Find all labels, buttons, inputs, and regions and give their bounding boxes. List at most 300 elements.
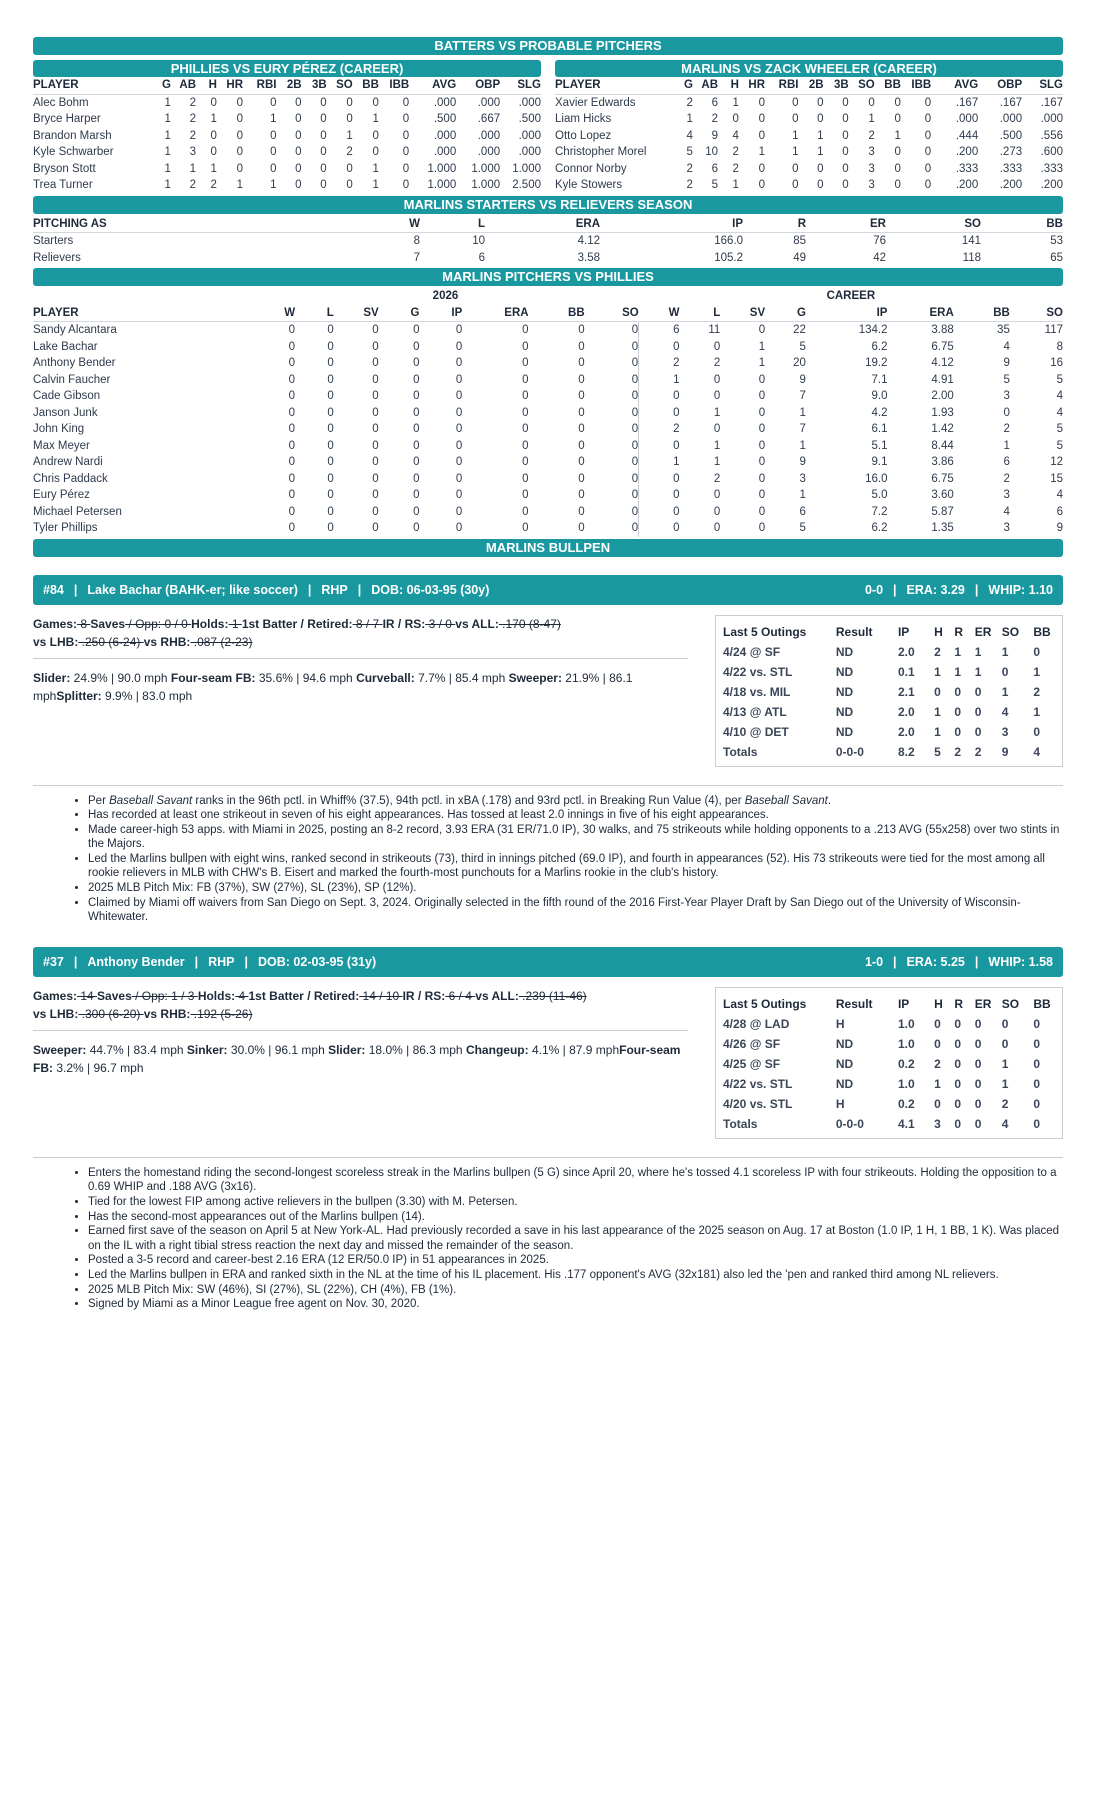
outing-stat: H — [835, 1096, 845, 1111]
marlins-batter-stat-cell: .600 — [1040, 146, 1063, 158]
saves-label: Saves — [97, 988, 132, 1003]
pvp-stat-cell: 0 — [639, 339, 680, 356]
pvp-stat-cell: 1 — [639, 454, 680, 471]
pvp-row — [33, 421, 1063, 438]
outings-box — [715, 615, 1063, 767]
marlins-batter-stat-cell: 10 — [705, 146, 719, 158]
player-bar-right — [865, 947, 1053, 977]
phillies-batter-player-name: Brandon Marsh — [33, 129, 112, 142]
marlins-batter-col-header: PLAYER — [555, 77, 670, 94]
pvp-stat-cell: 0 — [522, 522, 529, 534]
phillies-batter-stat-cell: 1 — [270, 179, 277, 191]
outing-stat: 2 — [1033, 684, 1041, 699]
phillies-batter-col-header: H — [196, 77, 217, 94]
outing-row — [723, 722, 1056, 742]
outing-date: 4/13 @ ATL — [723, 704, 787, 719]
phillies-batter-col-header: AB — [171, 77, 196, 94]
opp-label: / Opp: — [125, 616, 162, 631]
pvp-stat-cell: 0 — [455, 423, 463, 435]
section-batters-vs-pitchers: BATTERS VS PROBABLE PITCHERS — [33, 37, 1063, 55]
pvp-stat-cell: 0 — [631, 456, 639, 468]
notes-divider — [33, 1157, 1063, 1158]
marlins-batter-stat-cell: 0 — [842, 113, 849, 125]
player-bar — [33, 575, 1063, 605]
marlins-batter-stat-cell: .200 — [955, 146, 979, 158]
pvp-player-name: Sandy Alcantara — [33, 324, 117, 336]
phillies-batter-stat-cell: 0 — [236, 162, 244, 175]
marlins-batter-row — [555, 128, 1063, 145]
marlins-batter-stat-cell: 0 — [924, 129, 932, 142]
outings-col-header: IP — [897, 624, 910, 639]
pvp-stat-cell: 0 — [455, 439, 463, 452]
pvp-stat-cell: 0 — [413, 505, 420, 518]
marlins-batter-stat-cell: 2 — [686, 162, 693, 175]
section-bullpen: MARLINS BULLPEN — [33, 539, 1063, 557]
outing-date: 4/24 @ SF — [723, 644, 781, 659]
starters-stat: 3.58 — [577, 251, 600, 264]
marlins-batter-col-header: 2B — [798, 77, 823, 94]
pvp-group-2026: 2026 — [432, 290, 459, 302]
pvp-stat-cell: 0 — [578, 423, 585, 435]
pvp-col-header: IP — [806, 305, 888, 322]
pvp-stat-cell: 0 — [327, 439, 334, 452]
pvp-stat-cell: 0 — [455, 340, 463, 353]
pvp-stat-cell: 0 — [522, 373, 529, 386]
marlins-batter-player-name: Liam Hicks — [555, 113, 612, 125]
outings-col-header: Result — [835, 996, 873, 1011]
marlins-batter-stat-cell: 0 — [842, 162, 849, 175]
pvp-stat-cell: 0 — [758, 439, 766, 452]
pvp-stat-cell: 0 — [758, 489, 766, 501]
pvp-stat-cell: 0 — [578, 472, 585, 485]
marlins-batter-stat-cell: .333 — [955, 162, 979, 175]
player-dob: DOB: 02-03-95 (31y) — [258, 954, 377, 969]
pvp-col-header: G — [765, 305, 806, 322]
pitch-name: Splitter: — [56, 688, 102, 703]
outing-stat: 4 — [1001, 704, 1009, 719]
outing-stat: 2.0 — [897, 724, 915, 739]
pvp-row — [33, 454, 1063, 471]
note-item: • 2025 MLB Pitch Mix: FB (37%), SW (27%), SL (23%), SP (12%). — [88, 881, 1063, 896]
note-item: • Tied for the lowest FIP among active relievers in the bullpen (3.30) with M. Petersen. — [88, 1195, 1063, 1210]
outing-stat: 1 — [1001, 1056, 1009, 1071]
pvp-stat-cell: 0 — [713, 522, 721, 534]
phillies-batter-stat-cell: 0 — [270, 129, 277, 142]
pvp-col-header: ERA — [887, 305, 953, 322]
player-stats — [33, 615, 688, 767]
pvp-player-name: Janson Junk — [33, 406, 98, 419]
player-stats — [33, 987, 688, 1139]
pvp-stat-cell: 0 — [413, 373, 420, 386]
pvp-stat-cell: 0 — [455, 373, 463, 386]
pvp-stat-cell: 0 — [372, 456, 379, 468]
phillies-batter-stat-cell: 0 — [402, 129, 410, 142]
phillies-batter-stat-cell: 1 — [372, 179, 379, 191]
pvp-stat-cell: 0 — [522, 357, 529, 369]
phillies-batter-stat-cell: 0 — [295, 96, 302, 109]
outing-stat: 4 — [1033, 744, 1041, 759]
player-card — [33, 575, 1063, 925]
phillies-batter-stat-cell: 0 — [320, 129, 327, 142]
marlins-batter-stat-cell: 0 — [924, 179, 932, 191]
pvp-stat-cell: 22 — [793, 324, 806, 336]
outing-stat: 0 — [1033, 1036, 1041, 1051]
pvp-stat-cell: 0 — [455, 456, 463, 468]
starters-stat: 118 — [962, 251, 981, 264]
pvp-stat-cell: 0 — [372, 373, 379, 386]
pvp-stat-cell: 2 — [639, 355, 680, 372]
outing-row — [723, 1094, 1056, 1114]
marlins-batter-stat-cell: .000 — [999, 113, 1023, 125]
outing-stat: 0 — [934, 1036, 941, 1051]
phillies-batter-stat-cell: .000 — [433, 146, 457, 158]
phillies-batter-stat-cell: 0 — [210, 129, 217, 142]
pvp-stat-cell: 0 — [631, 522, 639, 534]
pvp-stat-cell: 0 — [372, 489, 379, 501]
outing-stat: 0 — [1033, 724, 1041, 739]
pvp-stat-cell: 0 — [522, 423, 529, 435]
marlins-batter-col-header: HR — [739, 77, 765, 94]
marlins-batter-stat-cell: 0 — [758, 96, 766, 109]
outing-stat: 0 — [974, 1036, 982, 1051]
note-item: • Has recorded at least one strikeout in seven of his eight appearances. Has tossed at least 2.0 innings in five of his eight appearances. — [88, 808, 1063, 823]
pvp-stat-cell: 0 — [288, 357, 296, 369]
outing-stat: 0 — [954, 1096, 962, 1111]
outing-stat: 1 — [954, 664, 962, 679]
pvp-stat-cell: 0 — [713, 505, 721, 518]
player-hand: RHP — [208, 954, 235, 969]
pvp-stat-cell: 3.88 — [931, 324, 954, 336]
pvp-stat-cell: 12 — [1050, 456, 1063, 468]
starters-stat: 53 — [1050, 235, 1063, 247]
marlins-batter-row — [555, 144, 1063, 161]
pvp-stat-cell: 0 — [758, 423, 766, 435]
ir-rs-value: 3 / 0 — [425, 616, 456, 631]
marlins-batter-stat-cell: 0 — [732, 113, 739, 125]
pvp-stat-cell: 4.91 — [931, 373, 954, 386]
outings-col-header: Last 5 Outings — [723, 624, 807, 639]
marlins-batter-player-name: Christopher Morel — [555, 146, 647, 158]
marlins-batters-table — [555, 77, 1063, 194]
player-whip: WHIP: 1.10 — [988, 582, 1053, 597]
marlins-batter-stat-cell: .167 — [999, 96, 1023, 109]
pvp-stat-cell: 0 — [413, 324, 420, 336]
phillies-batter-stat-cell: 2 — [346, 146, 353, 158]
phillies-batter-stat-cell: 1 — [189, 162, 197, 175]
phillies-batter-stat-cell: 1 — [372, 162, 379, 175]
pvp-stat-cell: 20 — [793, 357, 806, 369]
phillies-batter-stat-cell: .000 — [518, 146, 541, 158]
outing-row — [723, 1014, 1056, 1034]
outing-stat: 0.1 — [897, 664, 915, 679]
player-usage-line — [33, 987, 688, 1005]
starters-stat: 65 — [1050, 251, 1063, 264]
player-notes — [33, 794, 1063, 925]
pvp-stat-cell: 0 — [455, 489, 463, 501]
marlins-batter-stat-cell: 2 — [732, 162, 739, 175]
pvp-stat-cell: 8 — [1056, 340, 1063, 353]
outing-stat: 1.0 — [897, 1016, 915, 1031]
pvp-stat-cell: 0 — [327, 456, 334, 468]
player-dob: DOB: 06-03-95 (30y) — [371, 582, 490, 597]
phillies-batter-player-name: Alec Bohm — [33, 96, 89, 109]
outing-stat: ND — [835, 1036, 854, 1051]
pvp-stat-cell: 0 — [639, 388, 680, 405]
pvp-stat-cell: 0 — [578, 456, 585, 468]
ir-label: IR — [402, 988, 415, 1003]
outing-row — [723, 702, 1056, 722]
pvp-stat-cell: 1 — [758, 357, 766, 369]
page — [33, 37, 1063, 1312]
outing-stat: 0 — [954, 1016, 962, 1031]
player-body — [33, 987, 1063, 1139]
starters-row — [33, 250, 1063, 267]
outings-col-header: BB — [1033, 996, 1051, 1011]
phillies-batter-stat-cell: 1 — [210, 162, 217, 175]
holds-value: 1 — [228, 616, 242, 631]
pvp-stat-cell: 0 — [713, 489, 721, 501]
marlins-batter-stat-cell: 3 — [868, 146, 875, 158]
marlins-batter-stat-cell: 3 — [868, 179, 875, 191]
player-number: #37 — [43, 954, 64, 969]
outing-stat: 2.0 — [897, 644, 915, 659]
pvp-stat-cell: 1.35 — [931, 522, 954, 534]
vs-all-value: .170 (8-47) — [498, 616, 561, 631]
note-item: • Made career-high 53 apps. with Miami in 2025, posting an 8-2 record, 3.93 ERA (31 ER/71.0 IP), 30 walks, and 75 strikeouts while holding opponents to a .213 AVG (55x258) over two stints in the Majors. — [88, 823, 1063, 852]
pvp-stat-cell: 8.44 — [931, 439, 954, 452]
games-label: Games: — [33, 616, 78, 631]
outing-date: 4/22 vs. STL — [723, 664, 793, 679]
pvp-stat-cell: 0 — [631, 340, 639, 353]
pvp-stat-cell: 5 — [1056, 423, 1063, 435]
marlins-batter-stat-cell: 1 — [732, 179, 739, 191]
outing-stat: 0 — [934, 1096, 941, 1111]
vs-all-label: vs ALL: — [455, 616, 499, 631]
marlins-batter-stat-cell: 0 — [924, 113, 932, 125]
phillies-batter-col-header: SLG — [500, 77, 541, 94]
phillies-batter-stat-cell: 2 — [189, 113, 197, 125]
pvp-stat-cell: 0 — [578, 390, 585, 402]
retired-label: / Retired: — [297, 616, 353, 631]
phillies-batter-stat-cell: 1 — [164, 96, 171, 109]
marlins-batter-stat-cell: 1 — [817, 129, 824, 142]
phillies-batter-stat-cell: 0 — [402, 96, 410, 109]
phillies-batter-stat-cell: 0 — [270, 96, 277, 109]
starters-col-header: L — [420, 216, 485, 233]
phillies-batter-stat-cell: 2 — [210, 179, 217, 191]
divider: | — [307, 582, 312, 597]
pitch-name: Sinker: — [186, 1042, 228, 1057]
pvp-stat-cell: 5 — [1056, 439, 1063, 452]
outing-date: 4/26 @ SF — [723, 1036, 781, 1051]
marlins-batter-col-header: H — [718, 77, 739, 94]
marlins-batter-col-header: 3B — [824, 77, 849, 94]
outing-stat: 1 — [1001, 644, 1009, 659]
marlins-batter-col-header: G — [670, 77, 693, 94]
phillies-batter-stat-cell: .000 — [433, 129, 457, 142]
pvp-row — [33, 388, 1063, 405]
starters-stat: 7 — [413, 251, 420, 264]
pvp-stat-cell: 0 — [327, 390, 334, 402]
pvp-stat-cell: 0 — [578, 489, 585, 501]
starters-col-header: PITCHING AS — [33, 216, 333, 233]
outings-header-row — [723, 994, 1056, 1014]
pvp-stat-cell: 0 — [288, 472, 296, 485]
pvp-stat-cell: 0 — [372, 406, 379, 419]
phillies-batter-row — [33, 161, 541, 178]
outings-header-row — [723, 622, 1056, 642]
pvp-stat-cell: 6 — [1056, 505, 1063, 518]
pvp-stat-cell: 1 — [713, 406, 721, 419]
pvp-header-row — [33, 305, 1063, 322]
marlins-batter-stat-cell: 0 — [894, 146, 901, 158]
outing-stat: 0 — [954, 1056, 962, 1071]
pvp-stat-cell: 0 — [288, 423, 296, 435]
note-item: • Led the Marlins bullpen in ERA and ranked sixth in the NL at the time of his IL placement. His .177 opponent's AVG (32x181) also led the 'pen and ranked third among NL relievers. — [88, 1268, 1063, 1283]
pvp-stat-cell: 0 — [578, 340, 585, 353]
outings-table — [723, 622, 1056, 762]
outing-stat: 0 — [974, 724, 982, 739]
pitch-value: 9.9% | 83.0 mph — [101, 688, 193, 703]
pvp-stat-cell: 0 — [631, 489, 639, 501]
phillies-batter-stat-cell: 0 — [402, 146, 410, 158]
divider: | — [974, 954, 979, 969]
phillies-batter-stat-cell: 2 — [189, 96, 197, 109]
pvp-row — [33, 504, 1063, 521]
marlins-batter-stat-cell: 0 — [758, 113, 766, 125]
marlins-batter-stat-cell: .000 — [955, 113, 979, 125]
pvp-stat-cell: 0 — [578, 324, 585, 336]
phillies-batter-col-header: G — [148, 77, 171, 94]
pvp-stat-cell: 9 — [799, 373, 806, 386]
outing-stat: 1 — [974, 664, 982, 679]
pvp-stat-cell: 0 — [455, 522, 463, 534]
starters-row — [33, 233, 1063, 250]
outings-col-header: Result — [835, 624, 873, 639]
phillies-vs-title: PHILLIES VS EURY PÉREZ (CAREER) — [33, 60, 541, 77]
pvp-stat-cell: 0 — [372, 423, 379, 435]
pvp-player-name: John King — [33, 423, 85, 435]
retired-label: / Retired: — [303, 988, 360, 1003]
marlins-batter-player-name: Kyle Stowers — [555, 179, 623, 191]
pvp-stat-cell: 35 — [997, 324, 1010, 336]
phillies-batter-stat-cell: 1 — [372, 113, 379, 125]
pvp-player-name: Tyler Phillips — [33, 522, 98, 534]
outing-stat: 0 — [1001, 664, 1009, 679]
note-item: • Led the Marlins bullpen with eight wins, ranked second in strikeouts (73), third in innings pitched (69.0 IP), and fourth in appearances (52). His 73 strikeouts were tied for the most among all rookie relievers in MLB with CHW's B. Eisert and marked the fourth-most punchouts for a Marlins rookie in the club's history. — [88, 852, 1063, 881]
outing-stat: 1 — [934, 664, 941, 679]
marlins-batter-stat-cell: 0 — [817, 179, 824, 191]
marlins-batter-stat-cell: 0 — [842, 96, 849, 109]
pvp-stat-cell: 9 — [799, 456, 806, 468]
starters-col-header: IP — [600, 216, 743, 233]
outing-stat: 0.2 — [897, 1056, 915, 1071]
outing-stat: 1.0 — [897, 1036, 915, 1051]
pvp-player-name: Lake Bachar — [33, 340, 98, 353]
marlins-batter-stat-cell: 2 — [686, 179, 693, 191]
phillies-batter-stat-cell: 1 — [164, 129, 171, 142]
pvp-stat-cell: 117 — [1044, 324, 1063, 336]
pvp-stat-cell: 0 — [327, 357, 334, 369]
pvp-col-header: BB — [529, 305, 585, 322]
pvp-col-header: PLAYER — [33, 305, 252, 322]
marlins-batter-stat-cell: 2 — [711, 113, 719, 125]
pvp-stat-cell: 1.42 — [931, 423, 954, 435]
marlins-batter-col-header: SLG — [1022, 77, 1063, 94]
pvp-stat-cell: 0 — [413, 340, 420, 353]
holds-label: Holds: — [191, 616, 229, 631]
marlins-batter-row — [555, 177, 1063, 194]
pitch-value: 21.9% | 86.1 mph — [33, 670, 633, 703]
pvp-stat-cell: 2 — [1003, 472, 1010, 485]
phillies-batter-stat-cell: 1 — [164, 162, 171, 175]
phillies-batter-stat-cell: 2.500 — [512, 179, 541, 191]
outing-stat: 0 — [954, 704, 962, 719]
pvp-stat-cell: 0 — [639, 487, 680, 504]
outing-row — [723, 1114, 1056, 1134]
phillies-batter-row — [33, 177, 541, 194]
marlins-batter-col-header: BB — [875, 77, 901, 94]
pvp-stat-cell: 0 — [455, 406, 463, 419]
outing-stat: 0 — [954, 684, 962, 699]
phillies-batter-stat-cell: 0 — [270, 162, 277, 175]
pvp-stat-cell: 3.86 — [931, 456, 954, 468]
pvp-row — [33, 438, 1063, 455]
vs-rhb-label: vs RHB: — [143, 1006, 191, 1021]
starters-stat: 4.12 — [577, 235, 600, 247]
phillies-batter-stat-cell: 0 — [402, 162, 410, 175]
pvp-player-name: Michael Petersen — [33, 505, 122, 518]
pitch-name: Four-seam FB: — [33, 1042, 681, 1075]
pvp-stat-cell: 0 — [455, 324, 463, 336]
marlins-batter-col-header: AVG — [931, 77, 978, 94]
marlins-batter-stat-cell: 1 — [868, 113, 875, 125]
pvp-stat-cell: 4 — [1056, 406, 1063, 419]
outing-stat: ND — [835, 704, 854, 719]
vs-lhb-value: .250 (6-24) — [78, 634, 144, 649]
pvp-player-name: Calvin Faucher — [33, 373, 111, 386]
phillies-batter-stat-cell: 0 — [402, 179, 410, 191]
phillies-batter-player-name: Trea Turner — [33, 179, 93, 191]
starters-stat: 85 — [793, 235, 806, 247]
pvp-stat-cell: 7 — [799, 423, 806, 435]
opp-label: / Opp: — [131, 988, 168, 1003]
pvp-stat-cell: 0 — [522, 439, 529, 452]
pvp-stat-cell: 16.0 — [865, 472, 888, 485]
marlins-batter-stat-cell: 0 — [842, 129, 849, 142]
phillies-batter-stat-cell: 0 — [236, 129, 244, 142]
pvp-stat-cell: 0 — [631, 439, 639, 452]
phillies-batter-stat-cell: 0 — [295, 129, 302, 142]
divider: | — [244, 954, 248, 969]
player-bar-right — [865, 575, 1053, 605]
pvp-stat-cell: 6 — [799, 505, 806, 518]
phillies-batter-stat-cell: 0 — [295, 146, 302, 158]
note-text: ranks in the 96th pctl. in Whiff% (37.5), 94th pctl. in xBA (.178) and 93rd pctl. in Breaking Run Value (4), per — [192, 794, 745, 807]
outing-stat: ND — [835, 684, 854, 699]
starters-header-row — [33, 216, 1063, 233]
pvp-stat-cell: 0 — [713, 423, 721, 435]
pvp-stat-cell: 0 — [522, 324, 529, 336]
pvp-stat-cell: 0 — [578, 406, 585, 419]
phillies-batter-stat-cell: .000 — [477, 129, 501, 142]
pvp-player-name: Cade Gibson — [33, 390, 101, 402]
player-era: ERA: 3.29 — [906, 582, 965, 597]
phillies-batter-stat-cell: 0 — [210, 96, 217, 109]
pvp-stat-cell: 1 — [799, 406, 806, 419]
pvp-stat-cell: 0 — [631, 324, 639, 336]
note-item: • Claimed by Miami off waivers from San Diego on Sept. 3, 2024. Originally selected in the fifth round of the 2016 First-Year Player Draft by San Diego out of the University of Wisconsin-Whitewater. — [88, 896, 1063, 925]
